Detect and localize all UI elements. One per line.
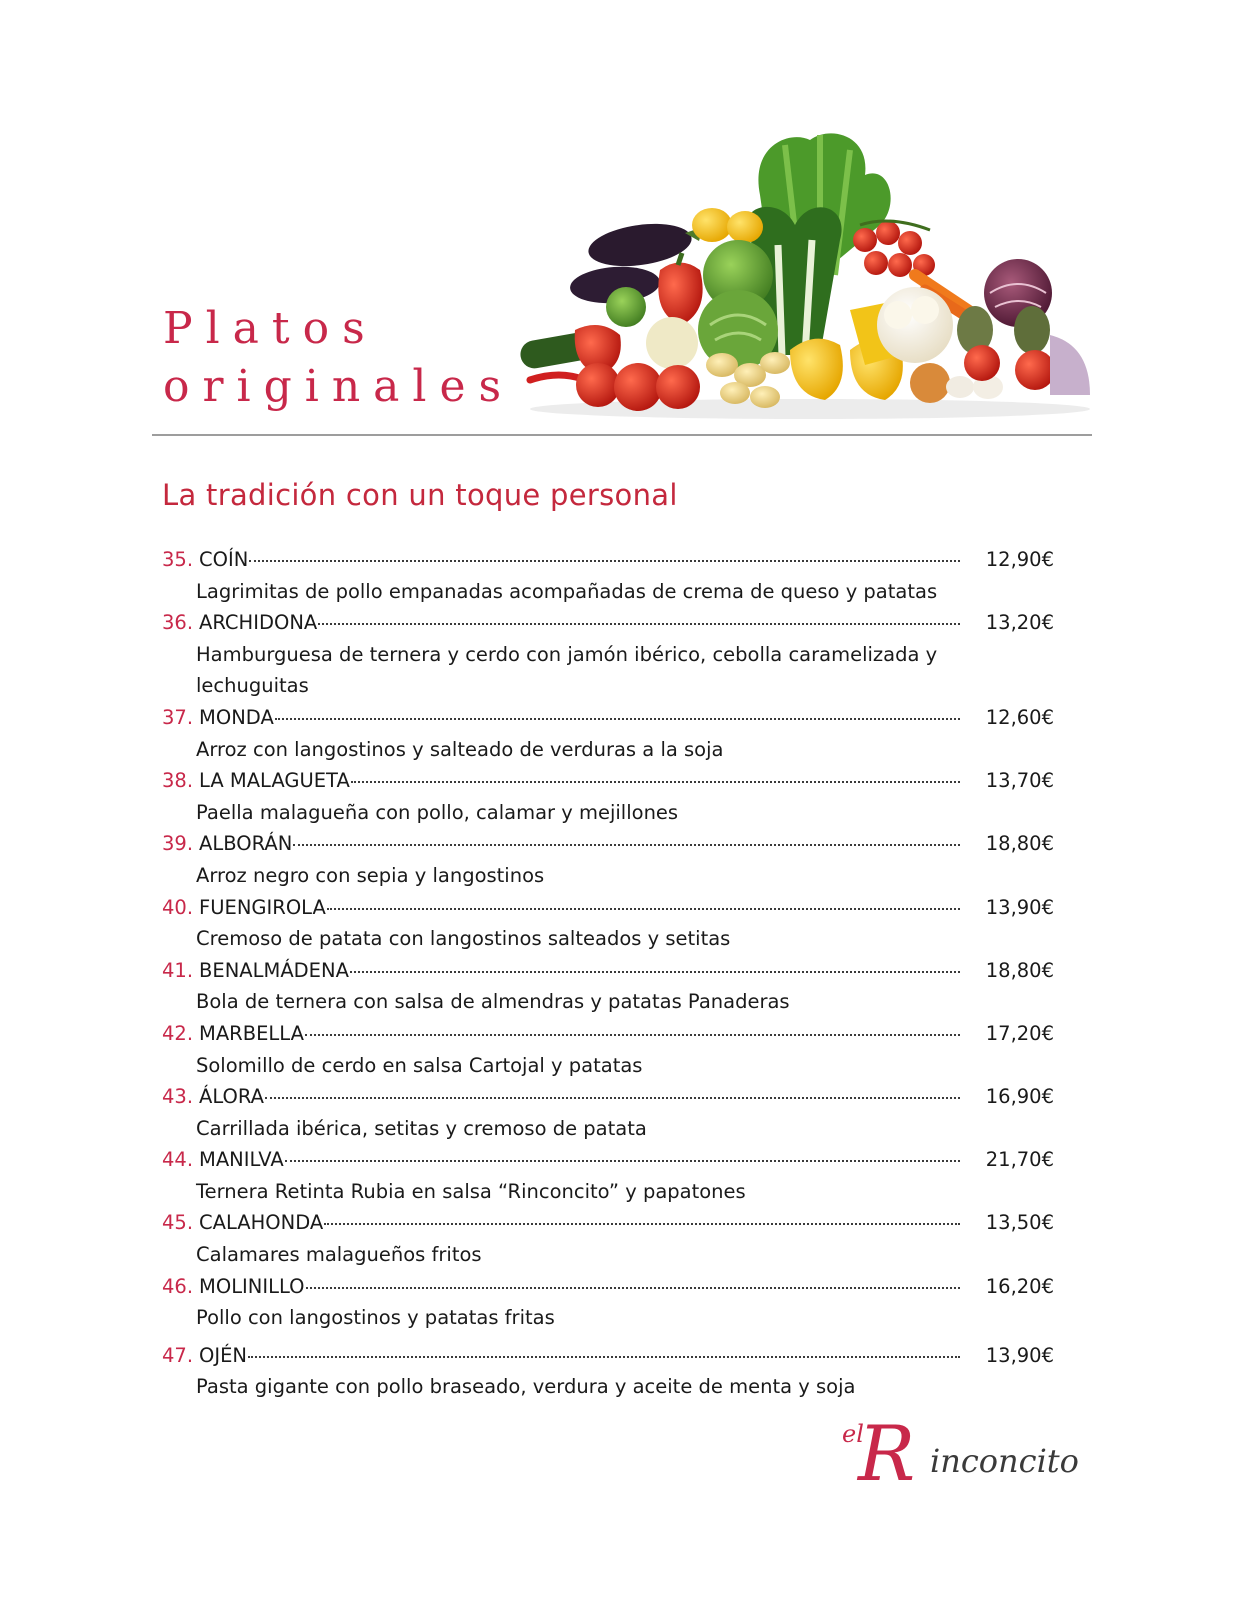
item-description: Paella malagueña con pollo, calamar y mejillones	[196, 800, 679, 824]
item-number: 37.	[162, 705, 194, 729]
dot-leader	[293, 843, 960, 846]
menu-item-row	[162, 892, 1072, 924]
item-description: Hamburguesa de ternera y cerdo con jamón ibérico, cebolla caramelizada y lechuguitas	[196, 642, 938, 698]
item-name: ALBORÁN	[199, 832, 293, 856]
item-price: 16,20€	[985, 1274, 1054, 1298]
menu-item-row	[162, 1271, 1072, 1303]
item-price: 13,20€	[985, 611, 1054, 635]
item-description: Ternera Retinta Rubia en salsa “Rinconcito” y papatones	[196, 1179, 746, 1203]
dot-leader	[305, 1033, 960, 1036]
item-name: ARCHIDONA	[199, 611, 318, 635]
item-name: OJÉN	[199, 1343, 248, 1367]
menu-item	[162, 544, 1072, 607]
dot-leader	[318, 622, 960, 625]
menu-item	[162, 1081, 1072, 1144]
menu-item	[162, 1207, 1072, 1270]
item-name: MARBELLA	[199, 1021, 304, 1045]
dot-leader	[327, 907, 960, 910]
item-description: Pasta gigante con pollo braseado, verdura y aceite de menta y soja	[196, 1375, 856, 1399]
vegetables-image	[520, 125, 1090, 425]
item-description: Calamares malagueños fritos	[196, 1243, 482, 1267]
item-number: 46.	[162, 1274, 194, 1298]
menu-item-row	[162, 765, 1072, 797]
menu-item	[162, 828, 1072, 891]
item-price: 12,90€	[985, 548, 1054, 571]
item-price: 13,90€	[985, 895, 1054, 919]
menu-item	[162, 1271, 1072, 1334]
dot-leader	[306, 1286, 960, 1289]
menu-item-row	[162, 702, 1072, 734]
item-price: 13,70€	[985, 769, 1054, 793]
item-number: 35.	[162, 548, 194, 571]
menu-item-row	[162, 1340, 1072, 1372]
item-description: Cremoso de patata con langostinos salteados y setitas	[196, 927, 731, 951]
item-name: MOLINILLO	[199, 1274, 305, 1298]
item-price: 18,80€	[985, 832, 1054, 856]
menu-item-row	[162, 544, 1072, 576]
item-number: 42.	[162, 1021, 194, 1045]
dot-leader	[350, 970, 960, 973]
menu-item-row	[162, 955, 1072, 987]
menu-item-row	[162, 1018, 1072, 1050]
svg-text:inconcito: inconcito	[930, 1442, 1079, 1480]
item-name: FUENGIROLA	[199, 895, 326, 919]
item-price: 16,90€	[985, 1085, 1054, 1109]
item-name: MANILVA	[199, 1148, 284, 1172]
item-number: 41.	[162, 958, 194, 982]
item-number: 38.	[162, 769, 194, 793]
item-price: 13,90€	[985, 1343, 1054, 1367]
item-name: MONDA	[199, 705, 274, 729]
section-subtitle: La tradición con un toque personal	[162, 478, 678, 512]
menu-item-row	[162, 828, 1072, 860]
item-name: ÁLORA	[199, 1085, 264, 1109]
item-price: 17,20€	[985, 1021, 1054, 1045]
menu-item	[162, 607, 1072, 702]
menu-item	[162, 1018, 1072, 1081]
title-line-1: Platos	[163, 303, 378, 354]
dot-leader	[248, 1355, 960, 1358]
dot-leader	[265, 1096, 960, 1099]
item-description: Pollo con langostinos y patatas fritas	[196, 1306, 555, 1330]
dot-leader	[275, 717, 960, 720]
menu-item-row	[162, 607, 1072, 639]
item-price: 18,80€	[985, 958, 1054, 982]
title-line-2: originales	[163, 361, 515, 412]
menu-item-row	[162, 1081, 1072, 1113]
item-description: Arroz con langostinos y salteado de verduras a la soja	[196, 737, 724, 761]
menu-item	[162, 765, 1072, 828]
menu-item	[162, 955, 1072, 1018]
item-number: 45.	[162, 1211, 194, 1235]
item-number: 47.	[162, 1343, 194, 1367]
item-price: 13,50€	[985, 1211, 1054, 1235]
restaurant-logo	[842, 1400, 1142, 1490]
menu-item	[162, 1340, 1072, 1403]
item-number: 36.	[162, 611, 194, 635]
item-number: 40.	[162, 895, 194, 919]
dot-leader	[351, 780, 960, 783]
item-description: Carrillada ibérica, setitas y cremoso de patata	[196, 1116, 647, 1140]
item-number: 44.	[162, 1148, 194, 1172]
menu-item-row	[162, 1144, 1072, 1176]
item-price: 21,70€	[985, 1148, 1054, 1172]
dot-leader	[285, 1159, 960, 1162]
menu-item	[162, 892, 1072, 955]
menu-item-row	[162, 1207, 1072, 1239]
svg-text:el: el	[842, 1420, 864, 1448]
item-price: 12,60€	[985, 705, 1054, 729]
menu-list	[162, 544, 1072, 1403]
item-name: CALAHONDA	[199, 1211, 324, 1235]
svg-text:R: R	[858, 1409, 916, 1490]
item-name: COÍN	[199, 548, 249, 571]
dot-leader	[324, 1222, 960, 1225]
item-description: Lagrimitas de pollo empanadas acompañadas de crema de queso y patatas	[196, 579, 938, 603]
menu-item	[162, 1144, 1072, 1207]
item-number: 39.	[162, 832, 194, 856]
dot-leader	[249, 559, 960, 562]
item-description: Solomillo de cerdo en salsa Cartojal y patatas	[196, 1053, 643, 1077]
item-name: BENALMÁDENA	[199, 958, 349, 982]
item-description: Bola de ternera con salsa de almendras y patatas Panaderas	[196, 990, 790, 1014]
page-title	[163, 300, 514, 416]
header-divider	[152, 434, 1092, 436]
item-number: 43.	[162, 1085, 194, 1109]
item-name: LA MALAGUETA	[199, 769, 350, 793]
item-description: Arroz negro con sepia y langostinos	[196, 863, 545, 887]
menu-item	[162, 702, 1072, 765]
